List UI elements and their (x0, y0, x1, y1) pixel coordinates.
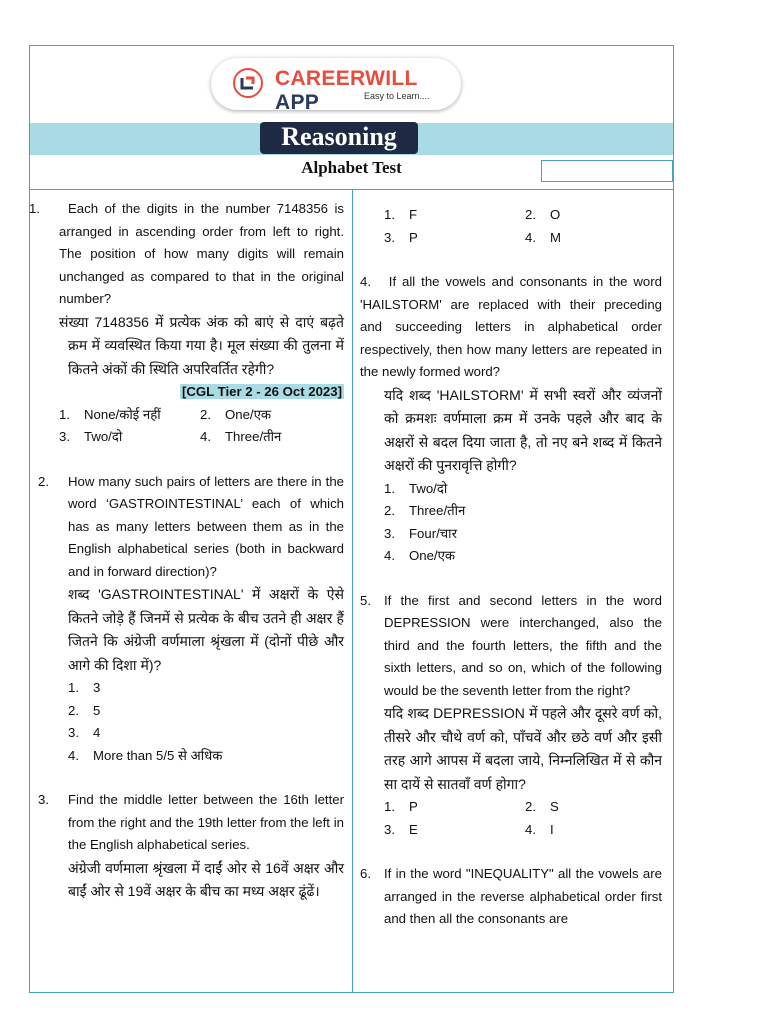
question-6 (360, 863, 662, 931)
empty-tag-box (541, 160, 673, 182)
question-2 (38, 471, 344, 768)
option-3[interactable]: 3. Two/दो (59, 429, 123, 444)
brand-icon (233, 68, 263, 98)
question-3-options (360, 204, 662, 249)
brand-name: CAREERWILL APP (275, 67, 418, 114)
option-4[interactable]: 4. More than 5/5 से अधिक (68, 747, 223, 763)
option-1[interactable]: 1. P (384, 799, 418, 814)
option-2[interactable]: 2. One/एक (200, 406, 272, 422)
question-text-en: If the first and second letters in the word DEPRESSION were interchanged, also the third and the fourth letters, the fifth and the sixth letters, and so on, which of the following would be the seventh letter from the right? (384, 592, 662, 698)
option-2[interactable]: 2. S (525, 799, 559, 814)
option-1[interactable]: 1. None/कोई नहीं (59, 406, 161, 422)
option-3[interactable]: 3. 4 (68, 725, 101, 740)
options (384, 796, 662, 841)
question-5 (360, 590, 662, 842)
question-1 (29, 198, 344, 449)
option-3[interactable]: 3. E (384, 821, 418, 837)
question-text-hi: यदि शब्द 'HAILSTORM' में सभी स्वरों और व्यंजनों को क्रमशः वर्णमाला क्रम में उनके पहले और बाद के अक्षरों से बदल दिया जाता है, तो नए बने शब्द में कितने अक्षरों की पुनरावृत्ति होगी? (384, 386, 662, 473)
option-2[interactable]: 2. O (525, 207, 561, 222)
question-3 (38, 789, 344, 904)
brand-tagline: Easy to Learn.... (364, 91, 430, 101)
options (59, 404, 344, 449)
option-1[interactable]: 1. F (384, 207, 418, 222)
subject-title: Reasoning (260, 122, 418, 154)
question-text-hi: अंग्रेजी वर्णमाला श्रृंखला में दाईं ओर से 16वें अक्षर और बाईं ओर से 19वें अक्षर के बीच का मध्य अक्षर ढूंढें। (68, 859, 344, 899)
option-3[interactable]: 3. P (384, 229, 418, 245)
question-text-hi: संख्या 7148356 में प्रत्येक अंक को बाएं से दाएं बढ़ते क्रम में व्यवस्थित किया गया है। मूल संख्या की तुलना में कितने अंकों की स्थिति अपरिवर्तित रहेगी? (59, 313, 344, 377)
question-text-en: How many such pairs of letters are there in the word ‘GASTROINTESTINAL’ each of which has as many letters between them as in the English alphabetical series (both in backward and in forward direction)? (68, 473, 344, 579)
options (360, 204, 662, 249)
question-number: 3. (38, 792, 49, 807)
right-column (360, 204, 662, 953)
option-4[interactable]: 4. One/एक (384, 548, 456, 563)
option-4[interactable]: 4. M (525, 229, 561, 245)
question-text-hi: यदि शब्द DEPRESSION में पहले और दूसरे वर्ण को, तीसरे और चौथे वर्ण को, पाँचवें और छठे वर्ण और इसी तरह आगे आपस में बदला जाये, निम्नलिखित में से कौन सा दायें से सातवाँ वर्ण होगा? (384, 705, 662, 792)
question-text-en: Each of the digits in the number 7148356 is arranged in ascending order from left to right. The position of how many digits will remain unchanged as compared to that in the original number? (59, 201, 344, 306)
option-3[interactable]: 3. Four/चार (384, 525, 457, 541)
options (68, 677, 344, 767)
option-4[interactable]: 4. Three/तीन (200, 429, 282, 444)
question-text-en: Find the middle letter between the 16th letter from the right and the 19th letter from the left in the English alphabetical series. (68, 792, 344, 852)
option-2[interactable]: 2. 5 (68, 702, 101, 718)
topic-title: Alphabet Test (301, 158, 402, 177)
column-divider (352, 189, 353, 993)
options (360, 478, 662, 568)
question-number: 1. (29, 201, 40, 216)
question-text-en: If in the word "INEQUALITY" all the vowels are arranged in the reverse alphabetical order first and then all the consonants are (384, 866, 662, 926)
option-4[interactable]: 4. I (525, 821, 554, 837)
question-number: 6. (360, 866, 371, 881)
option-1[interactable]: 1. 3 (68, 680, 101, 695)
option-2[interactable]: 2. Three/तीन (384, 503, 466, 518)
question-text-hi: शब्द 'GASTROINTESTINAL' में अक्षरों के ऐसे कितने जोड़े हैं जिनमें से प्रत्येक के बीच उतने ही अक्षर हैं जितने कि अंग्रेजी वर्णमाला श्रृंखला में (दोनों पीछे और आगे की दिशा में)? (68, 586, 344, 673)
question-text-en: 4. If all the vowels and consonants in the word 'HAILSTORM' are replaced with their preceding and succeeding letters in alphabetical order respectively, then how many letters are repeated in the newly formed word? (360, 274, 662, 379)
question-4 (360, 271, 662, 568)
brand-logo (211, 58, 461, 114)
question-number: 2. (38, 473, 49, 489)
left-column (29, 198, 344, 926)
exam-reference: [CGL Tier 2 - 26 Oct 2023] (181, 384, 342, 399)
question-number: 5. (360, 592, 371, 608)
option-1[interactable]: 1. Two/दो (384, 480, 448, 496)
